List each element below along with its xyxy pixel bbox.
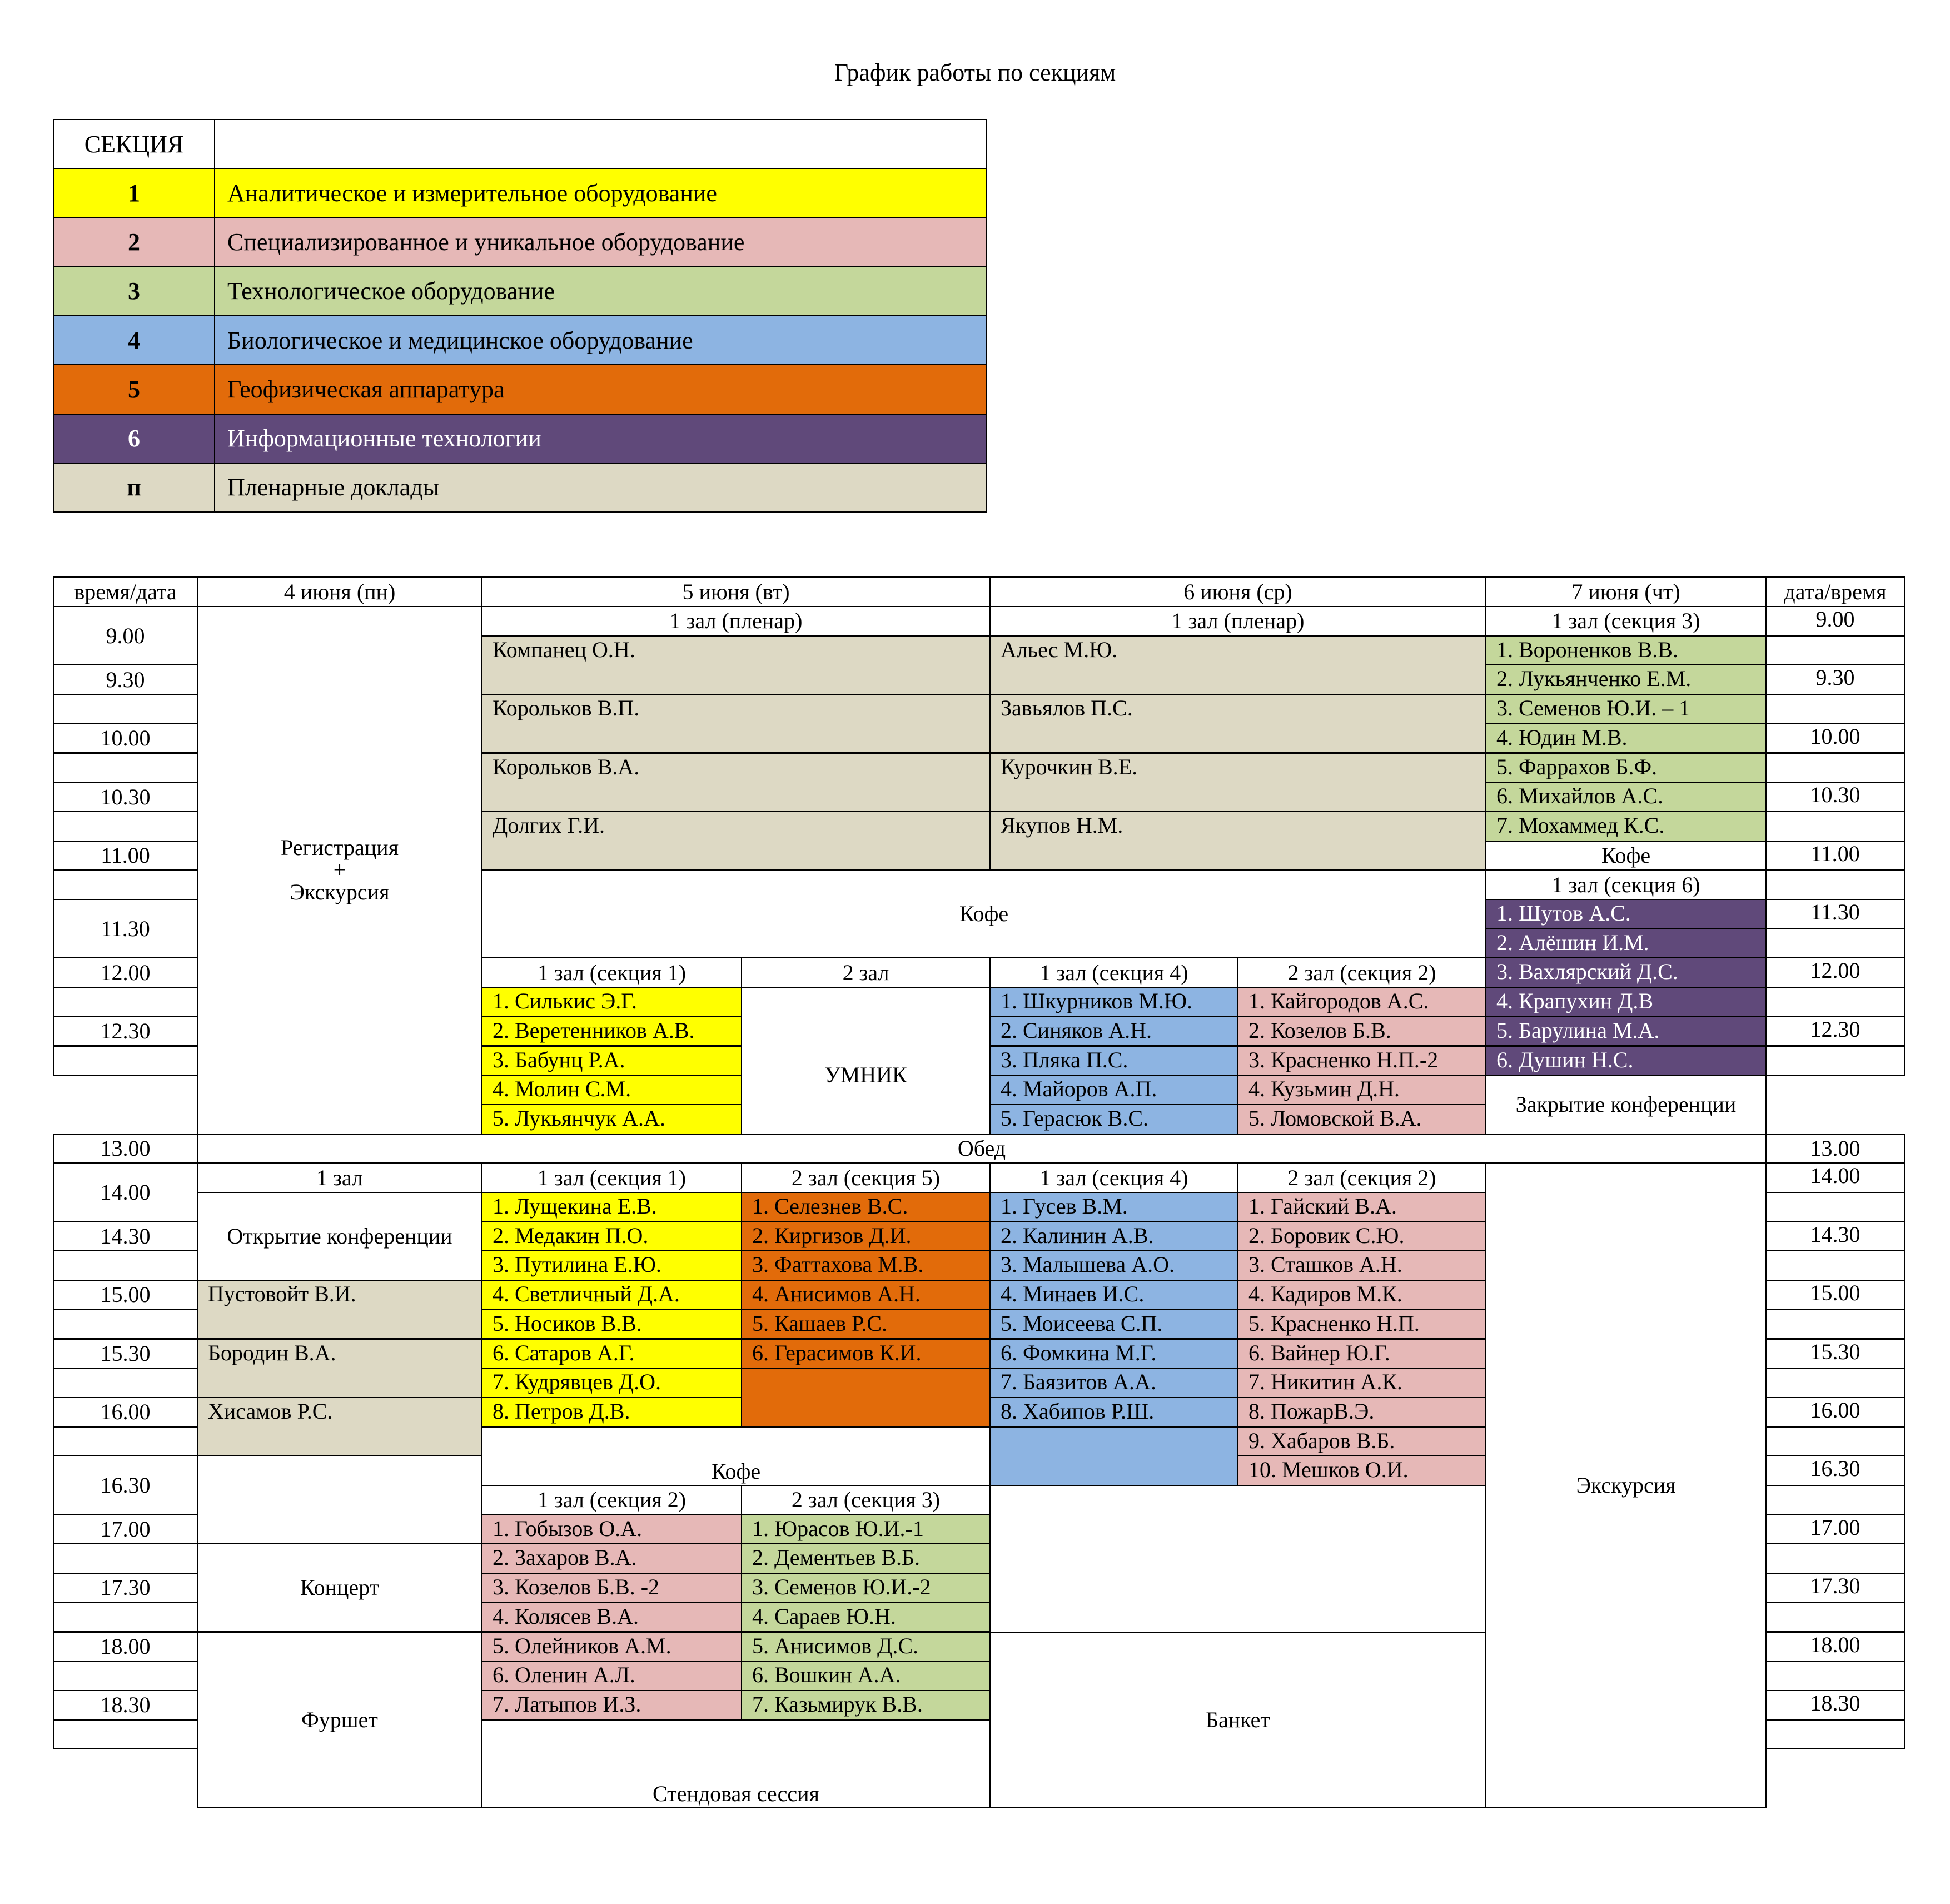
hall-label: 1 зал (пленар) (989, 606, 1486, 637)
speaker-cell: 2. Алёшин И.М. (1485, 928, 1767, 959)
time-slot-empty (1765, 1309, 1905, 1340)
legend-section-number: 2 (53, 218, 215, 267)
time-slot-empty (1765, 1485, 1905, 1515)
speaker-cell: 1. Вороненков В.В. (1485, 635, 1767, 666)
time-slot-empty (1765, 1250, 1905, 1281)
plenary-talk: Компанец О.Н. (481, 635, 991, 695)
legend-section-number: 1 (53, 168, 215, 217)
time-slot-empty (53, 869, 198, 900)
hall-label: 1 зал (секция 4) (989, 1162, 1238, 1193)
speaker-cell: 3. Фаттахова М.В. (741, 1250, 991, 1281)
time-slot-right: 14.00 (1765, 1162, 1905, 1193)
speaker-cell: 4. Крапухин Д.В (1485, 987, 1767, 1017)
concert-block: Концерт (197, 1543, 482, 1632)
hall-label: 1 зал (197, 1162, 482, 1193)
closing-block: Закрытие конференции (1485, 1075, 1767, 1134)
speaker-cell: 1. Юрасов Ю.И.-1 (741, 1514, 991, 1545)
time-slot-left: 14.00 (53, 1162, 198, 1222)
hall-label: 1 зал (секция 6) (1485, 869, 1767, 900)
time-slot-empty (53, 1543, 198, 1574)
speaker-cell: 6. Вайнер Ю.Г. (1237, 1339, 1486, 1369)
time-slot-right: 16.00 (1765, 1397, 1905, 1428)
speaker-cell: 1. Гусев В.М. (989, 1192, 1238, 1222)
time-slot-empty (53, 1661, 198, 1691)
time-slot-right: 9.30 (1765, 664, 1905, 695)
time-slot-left: 14.30 (53, 1221, 198, 1252)
time-slot-empty (53, 1602, 198, 1633)
poster-session-block: Стендовая сессия (481, 1719, 991, 1808)
speaker-cell: 6. Михайлов А.С. (1485, 782, 1767, 812)
plenary-talk: Якупов Н.М. (989, 811, 1486, 871)
speaker-cell: 7. Мохаммед К.С. (1485, 811, 1767, 842)
coffee-break-block: Кофе (481, 869, 1486, 958)
speaker-cell: 2. Боровик С.Ю. (1237, 1221, 1486, 1252)
time-slot-empty (1765, 1719, 1905, 1750)
speaker-cell: 3. Семенов Ю.И. – 1 (1485, 694, 1767, 724)
legend-section-name: Технологическое оборудование (215, 267, 986, 316)
time-slot-right: 17.00 (1765, 1514, 1905, 1545)
speaker-cell: 1. Шкурников М.Ю. (989, 987, 1238, 1017)
time-slot-empty (1765, 1368, 1905, 1398)
buffet-block: Фуршет (197, 1632, 482, 1808)
plenary-talk: Корольков В.П. (481, 694, 991, 753)
time-slot-left: 18.00 (53, 1632, 198, 1662)
speaker-cell: 1. Лущекина Е.В. (481, 1192, 742, 1222)
time-slot-left: 9.30 (53, 664, 198, 695)
hall-label: 2 зал (секция 3) (741, 1485, 991, 1515)
excursion-block: Экскурсия (1485, 1162, 1767, 1808)
speaker-cell: 7. Казьмирук В.В. (741, 1690, 991, 1721)
time-slot-empty (1765, 1046, 1905, 1076)
time-slot-left: 11.30 (53, 899, 198, 958)
speaker-cell: 2. Калинин А.В. (989, 1221, 1238, 1252)
speaker-cell: 5. Красненко Н.П. (1237, 1309, 1486, 1340)
hall-label: 2 зал (секция 5) (741, 1162, 991, 1193)
time-slot-empty (1765, 694, 1905, 724)
empty-block (197, 1455, 482, 1544)
plenary-talk: Корольков В.А. (481, 753, 991, 812)
header-day-6: 6 июня (ср) (989, 576, 1486, 607)
plenary-talk: Курочкин В.Е. (989, 753, 1486, 812)
time-slot-empty (1765, 635, 1905, 666)
legend-section-name: Информационные технологии (215, 414, 986, 463)
hall-label: 2 зал (741, 957, 991, 988)
speaker-cell: 6. Оленин А.Л. (481, 1661, 742, 1691)
opening-block: Открытие конференции (197, 1192, 482, 1281)
empty-session-cell (741, 1368, 991, 1427)
legend-section-name: Специализированное и уникальное оборудование (215, 218, 986, 267)
speaker-cell: 4. Молин С.М. (481, 1075, 742, 1105)
header-day-7: 7 июня (чт) (1485, 576, 1767, 607)
time-slot-right: 13.00 (1765, 1134, 1905, 1164)
legend-section-name: Аналитическое и измерительное оборудование (215, 168, 986, 217)
legend-section-name: Биологическое и медицинское оборудование (215, 316, 986, 365)
speaker-cell: 4. Светличный Д.А. (481, 1280, 742, 1310)
time-slot-empty (1765, 987, 1905, 1017)
speaker-cell: 8. Петров Д.В. (481, 1397, 742, 1428)
legend-section-number: п (53, 463, 215, 512)
time-slot-left: 13.00 (53, 1134, 198, 1164)
page-title: График работы по секциям (834, 59, 1116, 86)
speaker-cell: 1. Шутов А.С. (1485, 899, 1767, 929)
speaker-cell: 2. Медакин П.О. (481, 1221, 742, 1252)
time-slot-empty (1765, 1661, 1905, 1691)
time-slot-right: 9.00 (1765, 606, 1905, 637)
speaker-cell: 1. Гобызов О.А. (481, 1514, 742, 1545)
time-slot-empty (53, 694, 198, 724)
time-slot-left: 10.00 (53, 723, 198, 754)
speaker-cell: 8. ПожарВ.Э. (1237, 1397, 1486, 1428)
legend-section-number: 6 (53, 414, 215, 463)
speaker-cell: 4. Майоров А.П. (989, 1075, 1238, 1105)
time-slot-right: 15.30 (1765, 1339, 1905, 1369)
time-slot-right: 12.00 (1765, 957, 1905, 988)
speaker-cell: 5. Лукьянчук А.А. (481, 1104, 742, 1135)
coffee-break-block: Кофе (481, 1426, 991, 1486)
time-slot-empty (53, 1368, 198, 1398)
time-slot-empty (1765, 1192, 1905, 1222)
time-slot-left: 15.30 (53, 1339, 198, 1369)
time-slot-right: 10.00 (1765, 723, 1905, 754)
time-slot-left: 12.30 (53, 1016, 198, 1047)
speaker-cell: 4. Анисимов А.Н. (741, 1280, 991, 1310)
speaker-cell: 5. Фаррахов Б.Ф. (1485, 753, 1767, 783)
speaker-cell: 6. Душин Н.С. (1485, 1046, 1767, 1076)
time-slot-right: 16.30 (1765, 1455, 1905, 1486)
time-slot-right: 17.30 (1765, 1573, 1905, 1603)
speaker-cell: 2. Козелов Б.В. (1237, 1016, 1486, 1047)
speaker-cell: 3. Малышева А.О. (989, 1250, 1238, 1281)
speaker-cell: 4. Сараев Ю.Н. (741, 1602, 991, 1633)
speaker-cell: 6. Вошкин А.А. (741, 1661, 991, 1691)
hall-label: 1 зал (пленар) (481, 606, 991, 637)
speaker-cell: 9. Хабаров В.Б. (1237, 1426, 1486, 1457)
time-slot-right: 11.30 (1765, 899, 1905, 929)
speaker-cell: 5. Герасюк В.С. (989, 1104, 1238, 1135)
hall-label: 1 зал (секция 1) (481, 1162, 742, 1193)
speaker-cell: 3. Семенов Ю.И.-2 (741, 1573, 991, 1603)
speaker-cell: 6. Сатаров А.Г. (481, 1339, 742, 1369)
speaker-cell: 1. Кайгородов А.С. (1237, 987, 1486, 1017)
time-slot-empty (1765, 811, 1905, 842)
header-time-date: время/дата (53, 576, 198, 607)
time-slot-left: 16.00 (53, 1397, 198, 1428)
speaker-cell: 2. Синяков А.Н. (989, 1016, 1238, 1047)
speaker-cell: 1. Селезнев В.С. (741, 1192, 991, 1222)
time-slot-left: 11.00 (53, 841, 198, 871)
time-slot-empty (53, 987, 198, 1017)
time-slot-empty (53, 811, 198, 842)
speaker-cell: 8. Хабипов Р.Ш. (989, 1397, 1238, 1428)
speaker-cell: 5. Носиков В.В. (481, 1309, 742, 1340)
speaker-cell: 6. Фомкина М.Г. (989, 1339, 1238, 1369)
umnik-block: УМНИК (741, 987, 991, 1164)
speaker-cell: 3. Путилина Е.Ю. (481, 1250, 742, 1281)
time-slot-right: 12.30 (1765, 1016, 1905, 1047)
speaker-cell: 2. Дементьев В.Б. (741, 1543, 991, 1574)
hall-label: 1 зал (секция 1) (481, 957, 742, 988)
time-slot-left: 16.30 (53, 1455, 198, 1515)
legend-section-name: Геофизическая аппаратура (215, 365, 986, 414)
hall-label: 1 зал (секция 3) (1485, 606, 1767, 637)
time-slot-right: 11.00 (1765, 841, 1905, 871)
plenary-talk: Завьялов П.С. (989, 694, 1486, 753)
time-slot-left: 17.30 (53, 1573, 198, 1603)
speaker-cell: 5. Кашаев Р.С. (741, 1309, 991, 1340)
speaker-cell: 3. Козелов Б.В. -2 (481, 1573, 742, 1603)
speaker-cell: 7. Латыпов И.З. (481, 1690, 742, 1721)
legend-section-number: 3 (53, 267, 215, 316)
speaker-cell: 5. Анисимов Д.С. (741, 1632, 991, 1662)
speaker-cell: 5. Моисеева С.П. (989, 1309, 1238, 1340)
speaker-cell: 4. Кадиров М.К. (1237, 1280, 1486, 1310)
lunch-block: Обед (197, 1134, 1767, 1164)
hall-label: 2 зал (секция 2) (1237, 1162, 1486, 1193)
header-date-time: дата/время (1765, 576, 1905, 607)
time-slot-left: 12.00 (53, 957, 198, 988)
hall-label: 2 зал (секция 2) (1237, 957, 1486, 988)
speaker-cell: 5. Ломовской В.А. (1237, 1104, 1486, 1135)
plenary-talk: Хисамов Р.С. (197, 1397, 482, 1456)
time-slot-empty (53, 1719, 198, 1750)
speaker-cell: 3. Вахлярский Д.С. (1485, 957, 1767, 988)
speaker-cell: 3. Бабунц Р.А. (481, 1046, 742, 1076)
speaker-cell: 4. Колясев В.А. (481, 1602, 742, 1633)
empty-block (989, 1485, 1486, 1633)
speaker-cell: 2. Захаров В.А. (481, 1543, 742, 1574)
plenary-talk: Долгих Г.И. (481, 811, 991, 871)
plenary-talk: Бородин В.А. (197, 1339, 482, 1398)
empty-session-cell (989, 1426, 1238, 1486)
time-slot-empty (1765, 1602, 1905, 1633)
speaker-cell: 5. Олейников А.М. (481, 1632, 742, 1662)
legend-section-number: 4 (53, 316, 215, 365)
speaker-cell: 2. Киргизов Д.И. (741, 1221, 991, 1252)
hall-label: 1 зал (секция 4) (989, 957, 1238, 988)
time-slot-empty (1765, 753, 1905, 783)
time-slot-empty (53, 753, 198, 783)
time-slot-right: 14.30 (1765, 1221, 1905, 1252)
speaker-cell: 7. Кудрявцев Д.О. (481, 1368, 742, 1398)
speaker-cell: 2. Лукьянченко Е.М. (1485, 664, 1767, 695)
banquet-block: Банкет (989, 1632, 1486, 1808)
header-day-5: 5 июня (вт) (481, 576, 991, 607)
speaker-cell: 7. Баязитов А.А. (989, 1368, 1238, 1398)
registration-excursion-block: Регистрация + Экскурсия (197, 606, 482, 1135)
time-slot-empty (1765, 928, 1905, 959)
time-slot-empty (53, 1046, 198, 1076)
time-slot-left: 10.30 (53, 782, 198, 812)
speaker-cell: 6. Герасимов К.И. (741, 1339, 991, 1369)
time-slot-left: 18.30 (53, 1690, 198, 1721)
plenary-talk: Пустовойт В.И. (197, 1280, 482, 1339)
speaker-cell: 4. Минаев И.С. (989, 1280, 1238, 1310)
time-slot-right: 18.00 (1765, 1632, 1905, 1662)
time-slot-left: 17.00 (53, 1514, 198, 1545)
speaker-cell: 4. Кузьмин Д.Н. (1237, 1075, 1486, 1105)
speaker-cell: 3. Красненко Н.П.-2 (1237, 1046, 1486, 1076)
time-slot-empty (1765, 1543, 1905, 1574)
legend-section-name: Пленарные доклады (215, 463, 986, 512)
legend-header-label: СЕКЦИЯ (53, 120, 215, 168)
speaker-cell: 7. Никитин А.К. (1237, 1368, 1486, 1398)
speaker-cell: 1. Силькис Э.Г. (481, 987, 742, 1017)
speaker-cell: 3. Пляка П.С. (989, 1046, 1238, 1076)
time-slot-right: 18.30 (1765, 1690, 1905, 1721)
speaker-cell: 2. Веретенников А.В. (481, 1016, 742, 1047)
time-slot-right: 15.00 (1765, 1280, 1905, 1310)
speaker-cell: 5. Барулина М.А. (1485, 1016, 1767, 1047)
time-slot-left: 15.00 (53, 1280, 198, 1310)
speaker-cell: 10. Мешков О.И. (1237, 1455, 1486, 1486)
plenary-talk: Альес М.Ю. (989, 635, 1486, 695)
time-slot-empty (1765, 869, 1905, 900)
header-day-4: 4 июня (пн) (197, 576, 482, 607)
time-slot-empty (1765, 1426, 1905, 1457)
speaker-cell: 4. Юдин М.В. (1485, 723, 1767, 754)
speaker-cell: 3. Сташков А.Н. (1237, 1250, 1486, 1281)
legend-section-number: 5 (53, 365, 215, 414)
time-slot-empty (53, 1309, 198, 1340)
hall-label: 1 зал (секция 2) (481, 1485, 742, 1515)
time-slot-empty (53, 1250, 198, 1281)
coffee-break-block: Кофе (1485, 841, 1767, 871)
time-slot-right: 10.30 (1765, 782, 1905, 812)
time-slot-left: 9.00 (53, 606, 198, 665)
speaker-cell: 1. Гайский В.А. (1237, 1192, 1486, 1222)
time-slot-empty (53, 1426, 198, 1457)
